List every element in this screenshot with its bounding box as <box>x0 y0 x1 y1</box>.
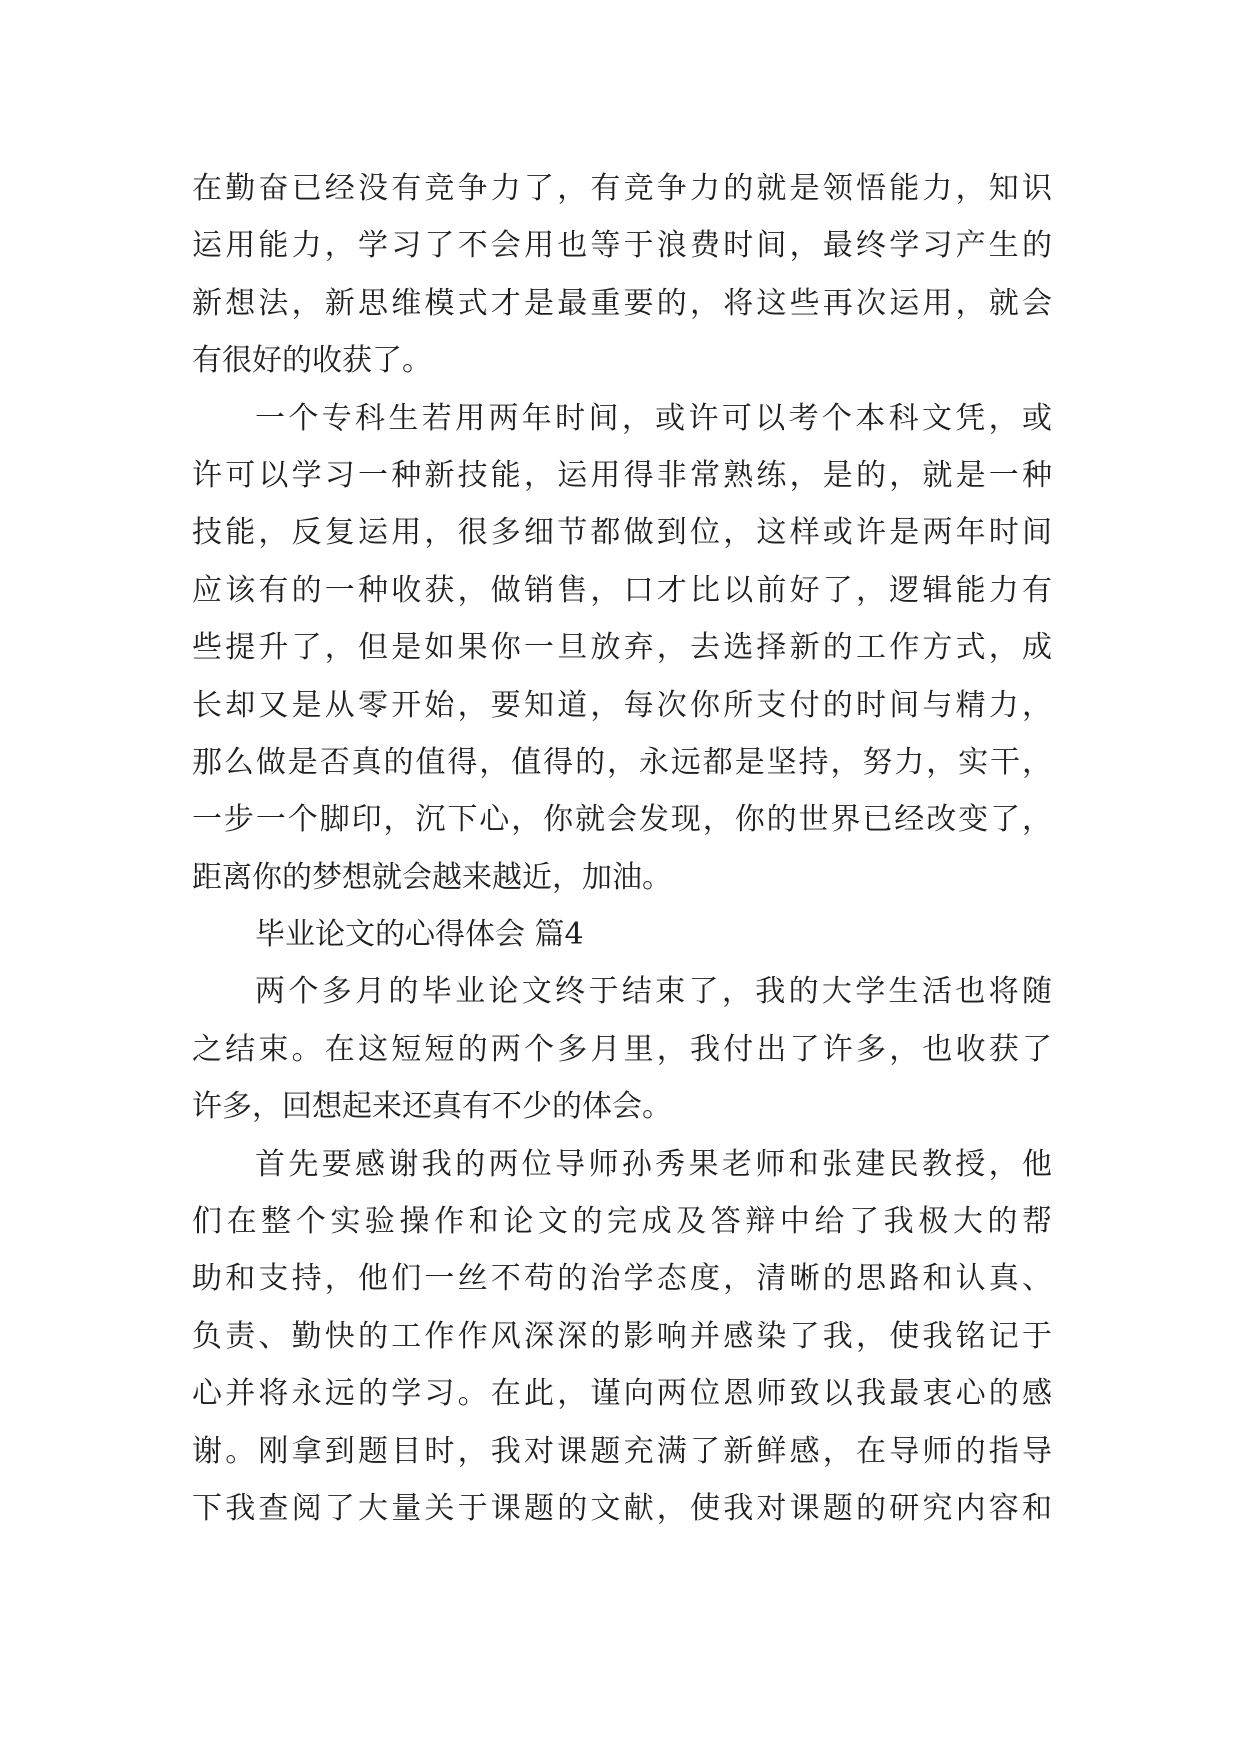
text-line: 下我查阅了大量关于课题的文献，使我对课题的研究内容和 <box>192 1490 1052 1526</box>
text-line: 新想法，新思维模式才是最重要的，将这些再次运用，就会 <box>192 285 1052 321</box>
text-line: 在勤奋已经没有竞争力了，有竞争力的就是领悟能力，知识 <box>192 171 1052 206</box>
text-line: 运用能力，学习了不会用也等于浪费时间，最终学习产生的 <box>192 228 1052 264</box>
text-line: 许可以学习一种新技能，运用得非常熟练，是的，就是一种 <box>192 457 1052 493</box>
text-line: 长却又是从零开始，要知道，每次你所支付的时间与精力， <box>192 687 1052 723</box>
text-line: 心并将永远的学习。在此，谨向两位恩师致以我最衷心的感 <box>192 1376 1052 1412</box>
text-line: 有很好的收获了。 <box>192 343 432 379</box>
text-line: 一步一个脚印，沉下心，你就会发现，你的世界已经改变了， <box>192 802 1052 838</box>
text-line: 谢。刚拿到题目时，我对课题充满了新鲜感，在导师的指导 <box>192 1433 1052 1469</box>
text-line: 负责、勤快的工作作风深深的影响并感染了我，使我铭记于 <box>192 1318 1052 1354</box>
text-line: 首先要感谢我的两位导师孙秀果老师和张建民教授，他 <box>255 1146 1052 1182</box>
text-line: 技能，反复运用，很多细节都做到位，这样或许是两年时间 <box>192 515 1052 551</box>
text-line: 距离你的梦想就会越来越近，加油。 <box>192 859 672 895</box>
text-line: 助和支持，他们一丝不苟的治学态度，清晰的思路和认真、 <box>192 1261 1052 1297</box>
text-line: 们在整个实验操作和论文的完成及答辩中给了我极大的帮 <box>192 1204 1052 1240</box>
text-line: 应该有的一种收获，做销售，口才比以前好了，逻辑能力有 <box>192 572 1052 608</box>
text-line: 两个多月的毕业论文终于结束了，我的大学生活也将随 <box>255 974 1052 1010</box>
text-line: 许多，回想起来还真有不少的体会。 <box>192 1089 672 1125</box>
document-body <box>192 160 1052 1537</box>
text-line: 一个专科生若用两年时间，或许可以考个本科文凭，或 <box>255 400 1052 436</box>
text-line: 那么做是否真的值得，值得的，永远都是坚持，努力，实干， <box>192 744 1052 780</box>
text-line: 之结束。在这短短的两个多月里，我付出了许多，也收获了 <box>192 1031 1052 1067</box>
text-line: 些提升了，但是如果你一旦放弃，去选择新的工作方式，成 <box>192 630 1052 666</box>
section-heading: 毕业论文的心得体会 篇4 <box>255 917 584 953</box>
